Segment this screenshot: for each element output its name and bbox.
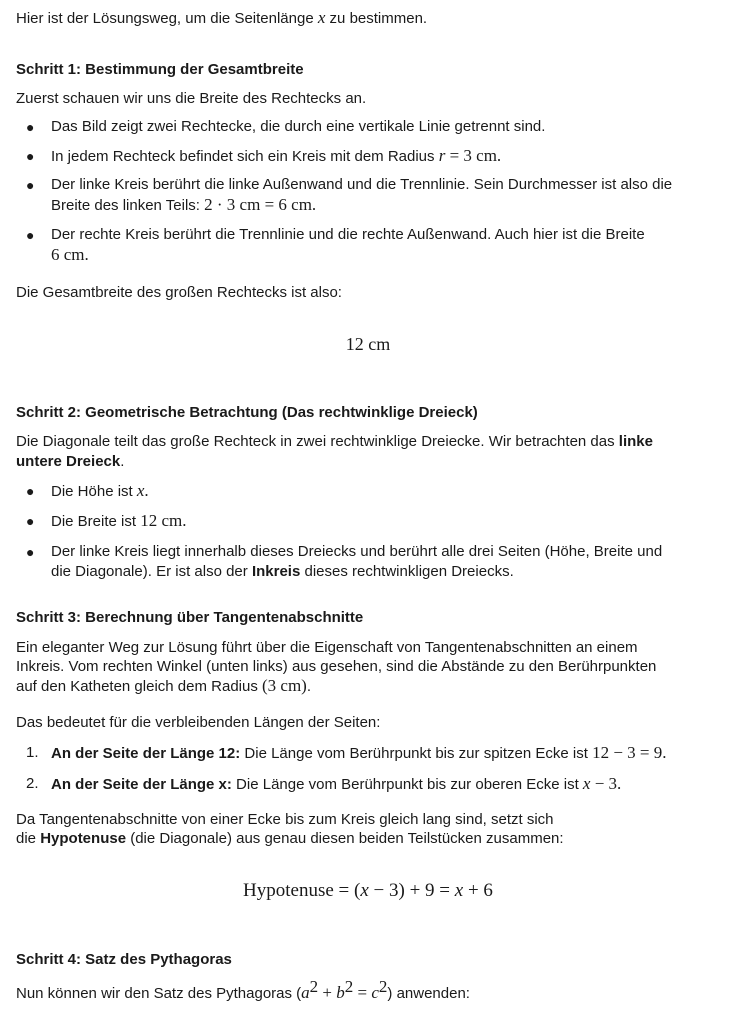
step3-equation bbox=[0, 880, 736, 902]
bullet-dot: ● bbox=[26, 148, 35, 164]
step1-total-lead: Die Gesamtbreite des großen Rechtecks ist also: bbox=[16, 284, 342, 301]
eq-word: Hypotenuse = ( bbox=[243, 880, 361, 901]
lead-post: ) anwenden: bbox=[387, 985, 470, 1002]
p3-bold: Hypotenuse bbox=[40, 830, 127, 847]
bullet-dot: ● bbox=[26, 119, 35, 135]
b2-pre: Die Breite ist bbox=[51, 513, 141, 530]
b2-math: 12 cm. bbox=[140, 511, 187, 530]
exp-a: 2 bbox=[309, 977, 319, 996]
bullet-dot: ● bbox=[26, 544, 35, 560]
b3-line2-pre: die Diagonale). Er ist also der bbox=[51, 563, 252, 580]
step3-paragraph-2: Das bedeutet für die verbleibenden Längen der Seiten: bbox=[16, 714, 381, 731]
item-bold: An der Seite der Länge x: bbox=[51, 776, 232, 793]
intro-pre: Hier ist der Lösungsweg, um die Seitenlänge bbox=[16, 10, 318, 27]
eq-x1: x bbox=[360, 880, 369, 901]
item-text bbox=[51, 774, 728, 795]
var-b: b bbox=[336, 983, 345, 1002]
item-number: 2. bbox=[26, 775, 39, 792]
lead-pre: Die Diagonale teilt das große Rechteck in zwei rechtwinklige Dreiecke. Wir betrachten das bbox=[16, 433, 619, 450]
bullet-text bbox=[51, 511, 722, 532]
p1-math: (3 cm) bbox=[262, 676, 307, 695]
b3-line1: Der linke Kreis berührt die linke Außenwand und die Trennlinie. Sein Durchmesser ist also die bbox=[51, 176, 673, 193]
lead-bold1: linke bbox=[618, 433, 653, 450]
item-bold: An der Seite der Länge 12: bbox=[51, 745, 241, 762]
b3-line1: Der linke Kreis liegt innerhalb dieses Dreiecks und berührt alle drei Seiten (Höhe, Breite und bbox=[51, 543, 663, 560]
b2-pre: In jedem Rechteck befindet sich ein Kreis mit dem Radius bbox=[51, 148, 439, 165]
lead-pre: Nun können wir den Satz des Pythagoras ( bbox=[16, 985, 302, 1002]
b4-math: 6 cm. bbox=[51, 245, 89, 264]
b3-line2: Breite des linken Teils: bbox=[51, 197, 205, 214]
p3-line2-pre: die bbox=[16, 830, 41, 847]
step1-heading: Schritt 1: Bestimmung der Gesamtbreite bbox=[16, 61, 304, 78]
step3-heading: Schritt 3: Berechnung über Tangentenabschnitte bbox=[16, 609, 364, 626]
var-a: a bbox=[301, 983, 310, 1002]
bullet-text bbox=[51, 225, 722, 266]
p1-line3-pre: auf den Katheten gleich dem Radius bbox=[16, 678, 262, 695]
var-c: c bbox=[371, 983, 379, 1002]
intro-text bbox=[16, 8, 726, 29]
item-desc: Die Länge vom Berührpunkt bis zur oberen Ecke ist bbox=[231, 776, 583, 793]
step4-lead bbox=[16, 977, 726, 1004]
step1-lead: Zuerst schauen wir uns die Breite des Rechtecks an. bbox=[16, 90, 367, 107]
b4-line1: Der rechte Kreis berührt die Trennlinie und die rechte Außenwand. Auch hier ist die Breite bbox=[51, 226, 645, 243]
bullet-dot: ● bbox=[26, 227, 35, 243]
exp-c: 2 bbox=[378, 977, 388, 996]
bullet-text bbox=[51, 481, 722, 502]
step1-total: 12 cm bbox=[345, 334, 391, 354]
intro-var: x bbox=[317, 8, 326, 27]
intro-post: zu bestimmen. bbox=[325, 10, 428, 27]
eq-end: + 6 bbox=[463, 880, 493, 901]
lead-post: . bbox=[120, 453, 125, 470]
bullet-text bbox=[51, 146, 722, 167]
bullet-text: Das Bild zeigt zwei Rechtecke, die durch eine vertikale Linie getrennt sind. bbox=[51, 118, 546, 135]
item-math: 12 − 3 = 9. bbox=[592, 743, 667, 762]
p1-line3-post: . bbox=[306, 678, 312, 695]
item-number: 1. bbox=[26, 744, 39, 761]
exp-b: 2 bbox=[344, 977, 354, 996]
step3-paragraph-1 bbox=[16, 638, 726, 696]
item-var: x bbox=[582, 774, 591, 793]
p3-line1: Da Tangentenabschnitte von einer Ecke bis zum Kreis gleich lang sind, setzt sich bbox=[16, 811, 554, 828]
step4-heading: Schritt 4: Satz des Pythagoras bbox=[16, 951, 232, 968]
bullet-dot: ● bbox=[26, 513, 35, 529]
b1-var: x bbox=[136, 481, 145, 500]
b3-math: 2 · 3 cm = 6 cm. bbox=[204, 195, 317, 214]
plus: + bbox=[318, 983, 337, 1002]
p1-line1: Ein eleganter Weg zur Lösung führt über die Eigenschaft von Tangentenabschnitten an einem bbox=[16, 639, 638, 656]
eq-x2: x bbox=[454, 880, 464, 901]
p1-line2: Inkreis. Vom rechten Winkel (unten links) aus gesehen, sind die Abstände zu den Berührpunkten bbox=[16, 658, 657, 675]
b3-line2-post: dieses rechtwinkligen Dreiecks. bbox=[300, 563, 514, 580]
bullet-dot: ● bbox=[26, 483, 35, 499]
radius-value: = 3 cm. bbox=[445, 146, 502, 165]
bullet-text bbox=[51, 542, 722, 582]
item-desc: Die Länge vom Berührpunkt bis zur spitzen Ecke ist bbox=[240, 745, 593, 762]
p3-line2-post: (die Diagonale) aus genau diesen beiden Teilstücken zusammen: bbox=[126, 830, 564, 847]
b1-post: . bbox=[144, 481, 149, 500]
equals: = bbox=[353, 983, 372, 1002]
radius-var: r bbox=[438, 146, 446, 165]
b1-pre: Die Höhe ist bbox=[51, 483, 137, 500]
bullet-dot: ● bbox=[26, 177, 35, 193]
item-text bbox=[51, 743, 728, 764]
eq-mid: − 3) + 9 = bbox=[368, 880, 455, 901]
step2-heading: Schritt 2: Geometrische Betrachtung (Das rechtwinklige Dreieck) bbox=[16, 404, 478, 421]
step3-paragraph-3 bbox=[16, 810, 726, 848]
lead-bold2: untere Dreieck bbox=[16, 453, 121, 470]
b3-bold: Inkreis bbox=[251, 563, 301, 580]
item-math: − 3. bbox=[590, 774, 622, 793]
step2-lead bbox=[16, 432, 726, 472]
bullet-text bbox=[51, 175, 722, 216]
